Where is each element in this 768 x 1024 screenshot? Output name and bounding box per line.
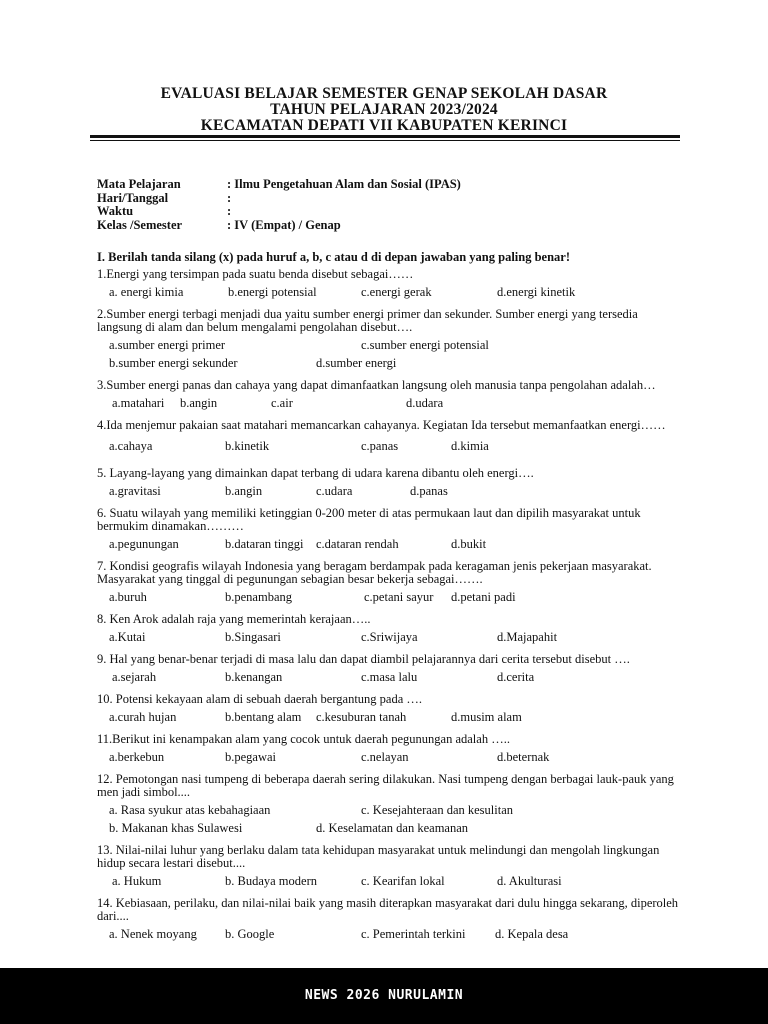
- option-c: c. Kesejahteraan dan kesulitan: [361, 803, 514, 817]
- footer-banner: [0, 968, 768, 1024]
- option-row: [97, 440, 682, 453]
- option-d: d.beternak: [497, 750, 550, 764]
- question-text: 9. Hal yang benar-benar terjadi di masa lalu dan dapat diambil pelajarannya dari cerita tersebut disebut ….: [97, 652, 630, 666]
- option-row: [97, 671, 682, 684]
- option-a: a.sejarah: [112, 670, 157, 684]
- option-b: b.angin: [180, 396, 218, 410]
- option-a: a.sumber energi primer: [109, 338, 226, 352]
- option-b: b. Budaya modern: [225, 874, 317, 888]
- option-b: b.pegawai: [225, 750, 277, 764]
- question-text: 10. Potensi kekayaan alam di sebuah daerah bergantung pada ….: [97, 692, 423, 706]
- option-b: b.sumber energi sekunder: [109, 356, 238, 370]
- option-c: c.sumber energi potensial: [361, 338, 489, 352]
- option-d: d. Akulturasi: [497, 874, 562, 888]
- option-row: [97, 339, 682, 352]
- option-d: d.kimia: [451, 439, 489, 453]
- option-b: b. Google: [225, 927, 275, 941]
- question-text: 3.Sumber energi panas dan cahaya yang dapat dimanfaatkan langsung oleh manusia tanpa pengolahan adalah…: [97, 378, 656, 392]
- footer-text: NEWS 2026 NURULAMIN: [304, 988, 464, 1003]
- option-row: [97, 591, 682, 604]
- option-b: b.energi potensial: [228, 285, 317, 299]
- option-a: a.gravitasi: [109, 484, 161, 498]
- option-a: a.pegunungan: [109, 537, 179, 551]
- option-c: c.air: [271, 396, 293, 410]
- option-a: a. Rasa syukur atas kebahagiaan: [109, 803, 271, 817]
- option-c: c. Kearifan lokal: [361, 874, 445, 888]
- question-text: 11.Berikut ini kenampakan alam yang cocok untuk daerah pegunungan adalah …..: [97, 732, 510, 746]
- option-c: c.udara: [316, 484, 353, 498]
- option-c: c.kesuburan tanah: [316, 710, 407, 724]
- option-row: [97, 751, 682, 764]
- question-text: 5. Layang-layang yang dimainkan dapat terbang di udara karena dibantu oleh energi….: [97, 466, 534, 480]
- document-header: [0, 86, 768, 134]
- option-d: d.cerita: [497, 670, 535, 684]
- question-list: [97, 251, 682, 941]
- option-d: d.udara: [406, 396, 444, 410]
- info-row: [97, 192, 461, 206]
- instruction-text: I. Berilah tanda silang (x) pada huruf a, b, c atau d di depan jawaban yang paling benar!: [97, 250, 571, 264]
- info-value: : Ilmu Pengetahuan Alam dan Sosial (IPAS): [227, 177, 461, 191]
- option-b: b.dataran tinggi: [225, 537, 304, 551]
- info-label: Hari/Tanggal: [97, 190, 169, 205]
- option-a: a.berkebun: [109, 750, 165, 764]
- option-c: c.petani sayur: [364, 590, 434, 604]
- option-row: [97, 928, 682, 941]
- option-b: b.angin: [225, 484, 263, 498]
- info-row: [97, 219, 461, 233]
- option-a: a.cahaya: [109, 439, 153, 453]
- option-row: [97, 357, 682, 370]
- option-row: [97, 804, 682, 817]
- question-text: 8. Ken Arok adalah raja yang memerintah kerajaan…..: [97, 612, 371, 626]
- option-c: c.energi gerak: [361, 285, 432, 299]
- option-d: d.petani padi: [451, 590, 516, 604]
- exam-info: [97, 178, 461, 232]
- option-a: a.matahari: [112, 396, 165, 410]
- question-text: 6. Suatu wilayah yang memiliki ketinggian 0-200 meter di atas permukaan laut dan dipilih masyarakat untuk bermukim dinamakan………: [97, 506, 641, 533]
- info-label: Waktu: [97, 204, 134, 218]
- header-line-3: KECAMATAN DEPATI VII KABUPATEN KERINCI: [200, 117, 568, 134]
- option-d: d.bukit: [451, 537, 487, 551]
- question-text: 7. Kondisi geografis wilayah Indonesia yang beragam berdampak pada keragaman jenis pekerjaan masyarakat. Masyarakat yang tinggal di pegunungan sebagian besar bekerja sebagai…….: [97, 559, 652, 586]
- option-c: c.dataran rendah: [316, 537, 399, 551]
- header-divider-thick: [90, 135, 680, 138]
- option-c: c.Sriwijaya: [361, 630, 418, 644]
- question-text: 1.Energi yang tersimpan pada suatu benda disebut sebagai……: [97, 267, 414, 281]
- info-label: Mata Pelajaran: [97, 177, 181, 191]
- option-a: a. energi kimia: [109, 285, 184, 299]
- option-d: d.energi kinetik: [497, 285, 576, 299]
- option-b: b.kinetik: [225, 439, 270, 453]
- option-row: [97, 538, 682, 551]
- option-b: b.bentang alam: [225, 710, 302, 724]
- option-c: c.masa lalu: [361, 670, 418, 684]
- option-a: a.Kutai: [109, 630, 146, 644]
- option-row: [97, 875, 682, 888]
- question-text: 12. Pemotongan nasi tumpeng di beberapa daerah sering dilakukan. Nasi tumpeng dengan berbagai lauk-pauk yang men jadi simbol....: [97, 772, 674, 799]
- info-row: [97, 178, 461, 192]
- question-text: 14. Kebiasaan, perilaku, dan nilai-nilai baik yang masih diterapkan masyarakat dari dulu hingga sekarang, diperoleh dari....: [97, 896, 679, 923]
- option-a: a. Hukum: [112, 874, 162, 888]
- header-divider-thin: [90, 140, 680, 141]
- header-line-2: TAHUN PELAJARAN 2023/2024: [270, 101, 498, 118]
- option-d: d. Kepala desa: [495, 927, 569, 941]
- option-row: [97, 397, 682, 410]
- option-a: a.buruh: [109, 590, 147, 604]
- option-row: [97, 286, 682, 299]
- option-c: c.nelayan: [361, 750, 409, 764]
- option-d: d.Majapahit: [497, 630, 558, 644]
- option-a: a. Nenek moyang: [109, 927, 197, 941]
- option-d: d.sumber energi: [316, 356, 397, 370]
- option-c: c. Pemerintah terkini: [361, 927, 466, 941]
- info-value: :: [227, 190, 232, 205]
- option-row: [97, 711, 682, 724]
- option-row: [97, 631, 682, 644]
- option-b: b.Singasari: [225, 630, 281, 644]
- option-c: c.panas: [361, 439, 399, 453]
- option-row: [97, 485, 682, 498]
- question-text: 2.Sumber energi terbagi menjadi dua yaitu sumber energi primer dan sekunder. Sumber energi yang tersedia langsung di alam dan belum mengalami pengolahan disebut….: [97, 307, 638, 334]
- option-b: b. Makanan khas Sulawesi: [109, 821, 243, 835]
- question-text: 4.Ida menjemur pakaian saat matahari memancarkan cahayanya. Kegiatan Ida tersebut memanfaatkan energi……: [97, 418, 666, 432]
- option-d: d.musim alam: [451, 710, 522, 724]
- option-d: d. Keselamatan dan keamanan: [316, 821, 469, 835]
- option-a: a.curah hujan: [109, 710, 177, 724]
- info-row: [97, 205, 461, 219]
- info-value: : IV (Empat) / Genap: [227, 217, 341, 232]
- option-row: [97, 822, 682, 835]
- option-b: b.kenangan: [225, 670, 283, 684]
- info-label: Kelas /Semester: [97, 217, 183, 232]
- option-d: d.panas: [410, 484, 448, 498]
- header-line-1: EVALUASI BELAJAR SEMESTER GENAP SEKOLAH DASAR: [160, 85, 608, 102]
- option-b: b.penambang: [225, 590, 292, 604]
- question-text: 13. Nilai-nilai luhur yang berlaku dalam tata kehidupan masyarakat untuk melindungi dan mengolah lingkungan hidup secara lestari disebut....: [97, 843, 660, 870]
- info-value: :: [227, 204, 232, 218]
